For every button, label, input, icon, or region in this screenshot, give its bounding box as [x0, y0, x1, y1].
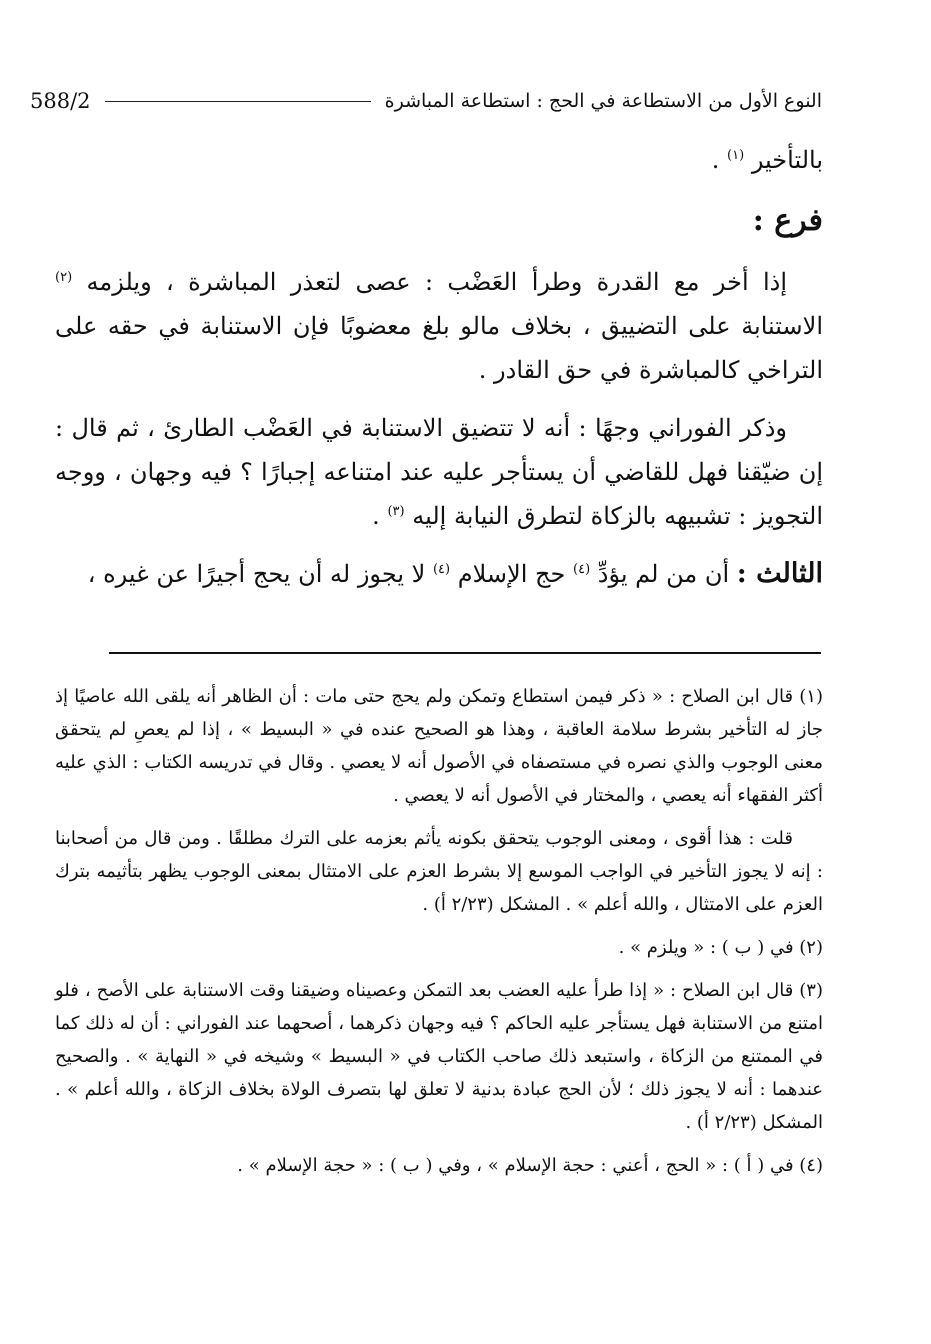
footnote-separator [109, 652, 821, 654]
running-header [30, 86, 822, 116]
footnote-ref-1[interactable]: (١) [727, 148, 745, 163]
header-rule [105, 101, 371, 102]
footnote-ref-4a[interactable]: (٤) [573, 562, 591, 577]
chapter-title: النوع الأول من الاستطاعة في الحج : استطاعة المباشرة [384, 90, 822, 112]
footnotes [55, 680, 823, 1192]
footnote-1-continued: قلت : هذا أقوى ، ومعنى الوجوب يتحقق بكونه يأثم بعزمه على الترك مطلقًا . ومن قال من أصحابنا : إنه لا يجوز التأخير في الواجب الموسع إلا بشرط العزم على الامتثال بمعنى الوجوب يظهر بتأثيمه بترك العزم على الامتثال ، والله أعلم » . المشكل (٢/٢٣ أ) . [55, 828, 823, 915]
continuation-line: بالتأخير $^{(١)}$ . [711, 146, 823, 174]
paragraph-2: وذكر الفوراني وجهًا : أنه لا تتضيق الاستنابة في العَضْب الطارئ ، ثم قال : إن ضيّقنا فهل للقاضي أن يستأجر عليه عند امتناعه إجبارًا ؟ فيه وجهان ، ووجه التجويز : تشبيهه بالزكاة لتطرق النيابة إليه $^{(٣)}$ . [55, 414, 823, 530]
footnote-4: (٤) في ( أ ) : « الحج ، أعني : حجة الإسلام » ، وفي ( ب ) : « حجة الإسلام » . [237, 1155, 823, 1176]
paragraph-third: الثالث : أن من لم يؤدِّ $^{(٤)}$ حج الإسلام $^{(٤)}$ لا يجوز له أن يحج أجيرًا عن غيره ، [87, 558, 823, 589]
main-text [55, 138, 823, 596]
paragraph-1: إذا أخر مع القدرة وطرأ العَضْب : عصى لتعذر المباشرة ، ويلزمه $^{(٢)}$ الاستنابة على التضييق ، بخلاف مالو بلغ معضوبًا فإن الاستنابة في حقه على التراخي كالمباشرة في حق القادر . [55, 268, 823, 384]
section-heading-fara: فرع : [752, 203, 823, 238]
footnote-ref-2[interactable]: (٢) [55, 270, 73, 285]
footnote-ref-3[interactable]: (٣) [387, 504, 405, 519]
footnote-3: (٣) قال ابن الصلاح : « إذا طرأ عليه العضب بعد التمكن وعصيناه وضيقنا وقت الاستنابة على الأصح ، فلو امتنع من الاستنابة فهل يستأجر عليه الحاكم ؟ فيه وجهان ذكرهما ، أصحهما عند الفوراني : أن له ذلك كما في الممتنع من الزكاة ، واستبعد ذلك صاحب الكتاب في « البسيط » وشيخه في « النهاية » . والصحيح عندهما : أنه لا يجوز ذلك ؛ لأن الحج عبادة بدنية لا تعلق لها بتصرف الولاة بخلاف الزكاة ، والله أعلم » . المشكل (٢/٢٣ أ) . [55, 980, 823, 1133]
page-reference: 588/2 [30, 89, 91, 113]
footnote-ref-4b[interactable]: (٤) [432, 562, 451, 577]
footnote-1: (١) قال ابن الصلاح : « ذكر فيمن استطاع وتمكن ولم يحج حتى مات : أن الظاهر أنه يلقى الله عاصيًا إذ جاز له التأخير بشرط سلامة العاقبة ، وهذا هو الصحيح عنده في « البسيط » ، إذا لم يعصِ لم يتحقق معنى الوجوب والذي نصره في مستصفاه في الأصول أنه لا يعصي . وقال في تدريسه الكتاب : الذي عليه أكثر الفقهاء أنه يعصي ، والمختار في الأصول أنه لا يعصي . [55, 686, 823, 806]
footnote-2: (٢) في ( ب ) : « ويلزم » . [618, 937, 823, 958]
third-heading: الثالث : [736, 558, 823, 589]
